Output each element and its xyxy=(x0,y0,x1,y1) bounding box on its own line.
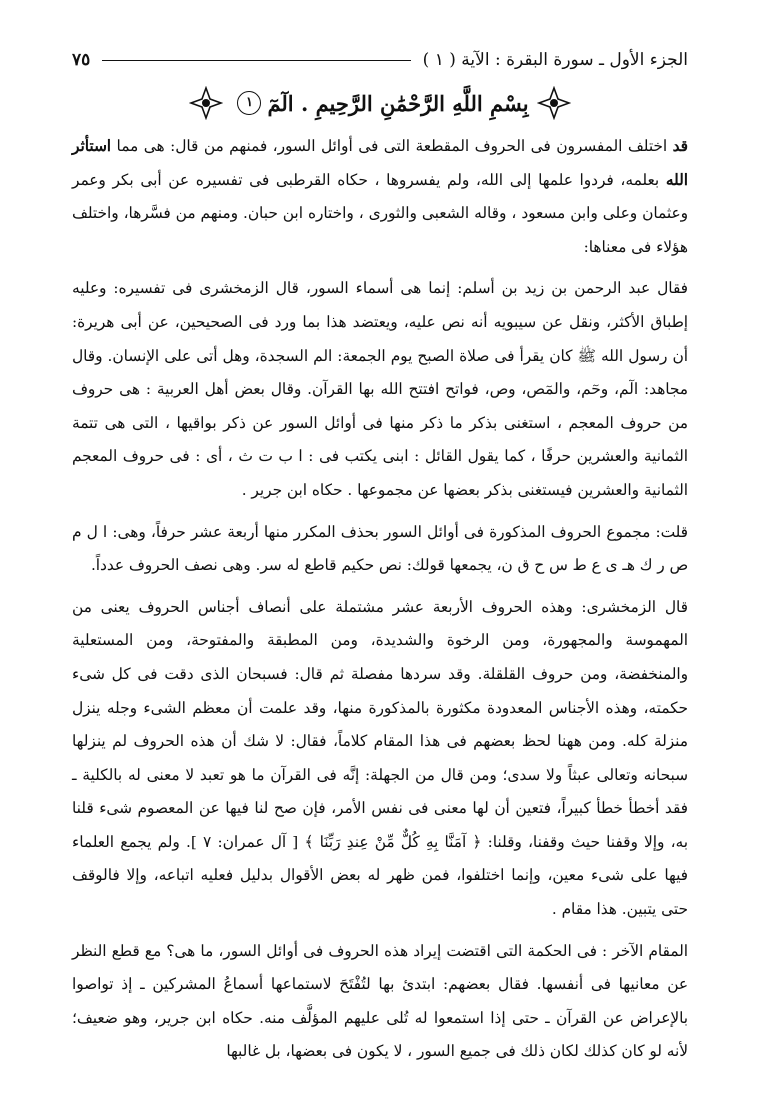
paragraph-1 xyxy=(72,130,688,264)
paragraph-text-cont: بعلمه، فردوا علمها إلى الله، ولم يفسروها ، حكاه القرطبى فى تفسيره عن أبى بكر وعمر وعثمان وعلى وابن مسعود ، وقاله الشعبى والثورى ، واختاره ابن حبان. ومنهم من فسَّرها، واختلف هؤلاء فى معناها: xyxy=(72,170,688,256)
paragraph-text: فقال عبد الرحمن بن زيد بن أسلم: إنما هى أسماء السور، قال الزمخشرى فى تفسيره: وعليه إطباق الأكثر، ونقل عن سيبويه أنه نص عليه، ويعتضد هذا بما ورد فى الصحيحين، عن أبى هريرة: أن رسول الله ﷺ كان يقرأ فى صلاة الصبح يوم الجمعة: الم السجدة، وهل أتى على الإنسان. وقال مجاهد: الٓم، وحٓم، والمٓص، وص، فواتح افتتح الله بها القرآن. وقال بعض أهل العربية : هى حروف من حروف المعجم ، استغنى بذكر ما ذكر منها فى أوائل السور عن ذكر بواقيها ، التى هى تتمة الثمانية والعشرين حرفًا ، كما يقول القائل : ابنى يكتب فى : ا ب ت ث ، أى : فى حروف المعجم الثمانية والعشرين فيستغنى بذكر بعضها عن مجموعها . حكاه ابن جرير . xyxy=(72,279,688,499)
paragraph-2 xyxy=(72,272,688,507)
header-rule xyxy=(102,60,410,61)
paragraph-text: قلت: مجموع الحروف المذكورة فى أوائل السور بحذف المكرر منها أربعة عشر حرفاً، وهى: ا ل م ص ر ك هـ ى ع ط س ح ق ن، يجمعها قولك: نص حكيم قاطع له سر. وهى نصف الحروف عدداً. xyxy=(72,522,688,575)
left-ornament-icon xyxy=(189,86,223,120)
paragraph-text: المقام الآخر : فى الحكمة التى اقتضت إيراد هذه الحروف فى أوائل السور، ما هى؟ مع قطع النظر عن معانيها فى أنفسها. فقال بعضهم: ابتدئ بها لتُفْتَحَ لاستماعها أسماعُ المشركين ـ إذ تواصوا بالإعراض عن القرآن ـ حتى إذا استمعوا له تُلى عليهم المؤلَّف منه. حكاه ابن جرير، وهو ضعيف؛ لأنه لو كان كذلك لكان ذلك فى جميع السور ، لا يكون فى بعضها، بل غالبها xyxy=(72,941,688,1061)
page-number: ٧٥ xyxy=(72,50,91,70)
paragraph-4 xyxy=(72,591,688,927)
running-title: الجزء الأول ـ سورة البقرة : الآية ( ١ ) xyxy=(422,50,688,70)
paragraph-text: قال الزمخشرى: وهذه الحروف الأربعة عشر مشتملة على أنصاف أجناس الحروف يعنى من المهموسة والمجهورة، ومن الرخوة والشديدة، ومن المطبقة والمفتوحة، ومن المستعلية والمنخفضة، ومن حروف القلقلة. وقد سردها مفصلة ثم قال: فسبحان الذى دقت فى كل شىء حكمته، وهذه الأجناس المعدودة مكثورة بالمذكورة منها، وقد علمت أن معظم الشىء وجله ينزل منزلة كله. ومن ههنا لحظ بعضهم فى هذا المقام كلاماً، فقال: لا شك أن هذه الحروف لم ينزلها سبحانه وتعالى عبثاً ولا سدى؛ ومن قال من الجهلة: إنَّه فى القرآن ما هو تعبد لا معنى له بالكلية ـ فقد أخطأ خطأ كبيراً، فتعين أن لها معنى فى نفس الأمر، فإن صح لنا فيها عن المعصوم شىء قلنا به، وإلا وقفنا حيث وقفنا، وقلنا: ﴿ آمَنَّا بِهِ كُلٌّ مِّنْ عِندِ رَبِّنَا ﴾ [ آل عمران: ٧ ]. ولم يجمع العلماء فيها على شىء معين، وإنما اختلفوا، فمن ظهر له بعض الأقوال بدليل فعليه اتباعه، وإلا فالوقف حتى يتبين. هذا مقام . xyxy=(72,597,688,919)
paragraph-text: اختلف المفسرون فى الحروف المقطعة التى فى أوائل السور، فمنهم من قال: هى مما xyxy=(111,137,673,155)
paragraph-lead-word: قد xyxy=(672,137,688,155)
paragraph-bold-phrase: استأثر الله xyxy=(72,137,688,189)
basmala-line xyxy=(72,84,688,122)
paragraph-5 xyxy=(72,935,688,1069)
right-ornament-icon xyxy=(537,86,571,120)
basmala-text: بِسْمِ اللَّهِ الرَّحْمَٰنِ الرَّحِيمِ . الٓمٓ xyxy=(267,90,529,116)
running-header xyxy=(72,40,688,80)
ayah-marker xyxy=(237,91,261,115)
ayah-number: ١ xyxy=(237,91,261,115)
paragraph-3 xyxy=(72,516,688,583)
